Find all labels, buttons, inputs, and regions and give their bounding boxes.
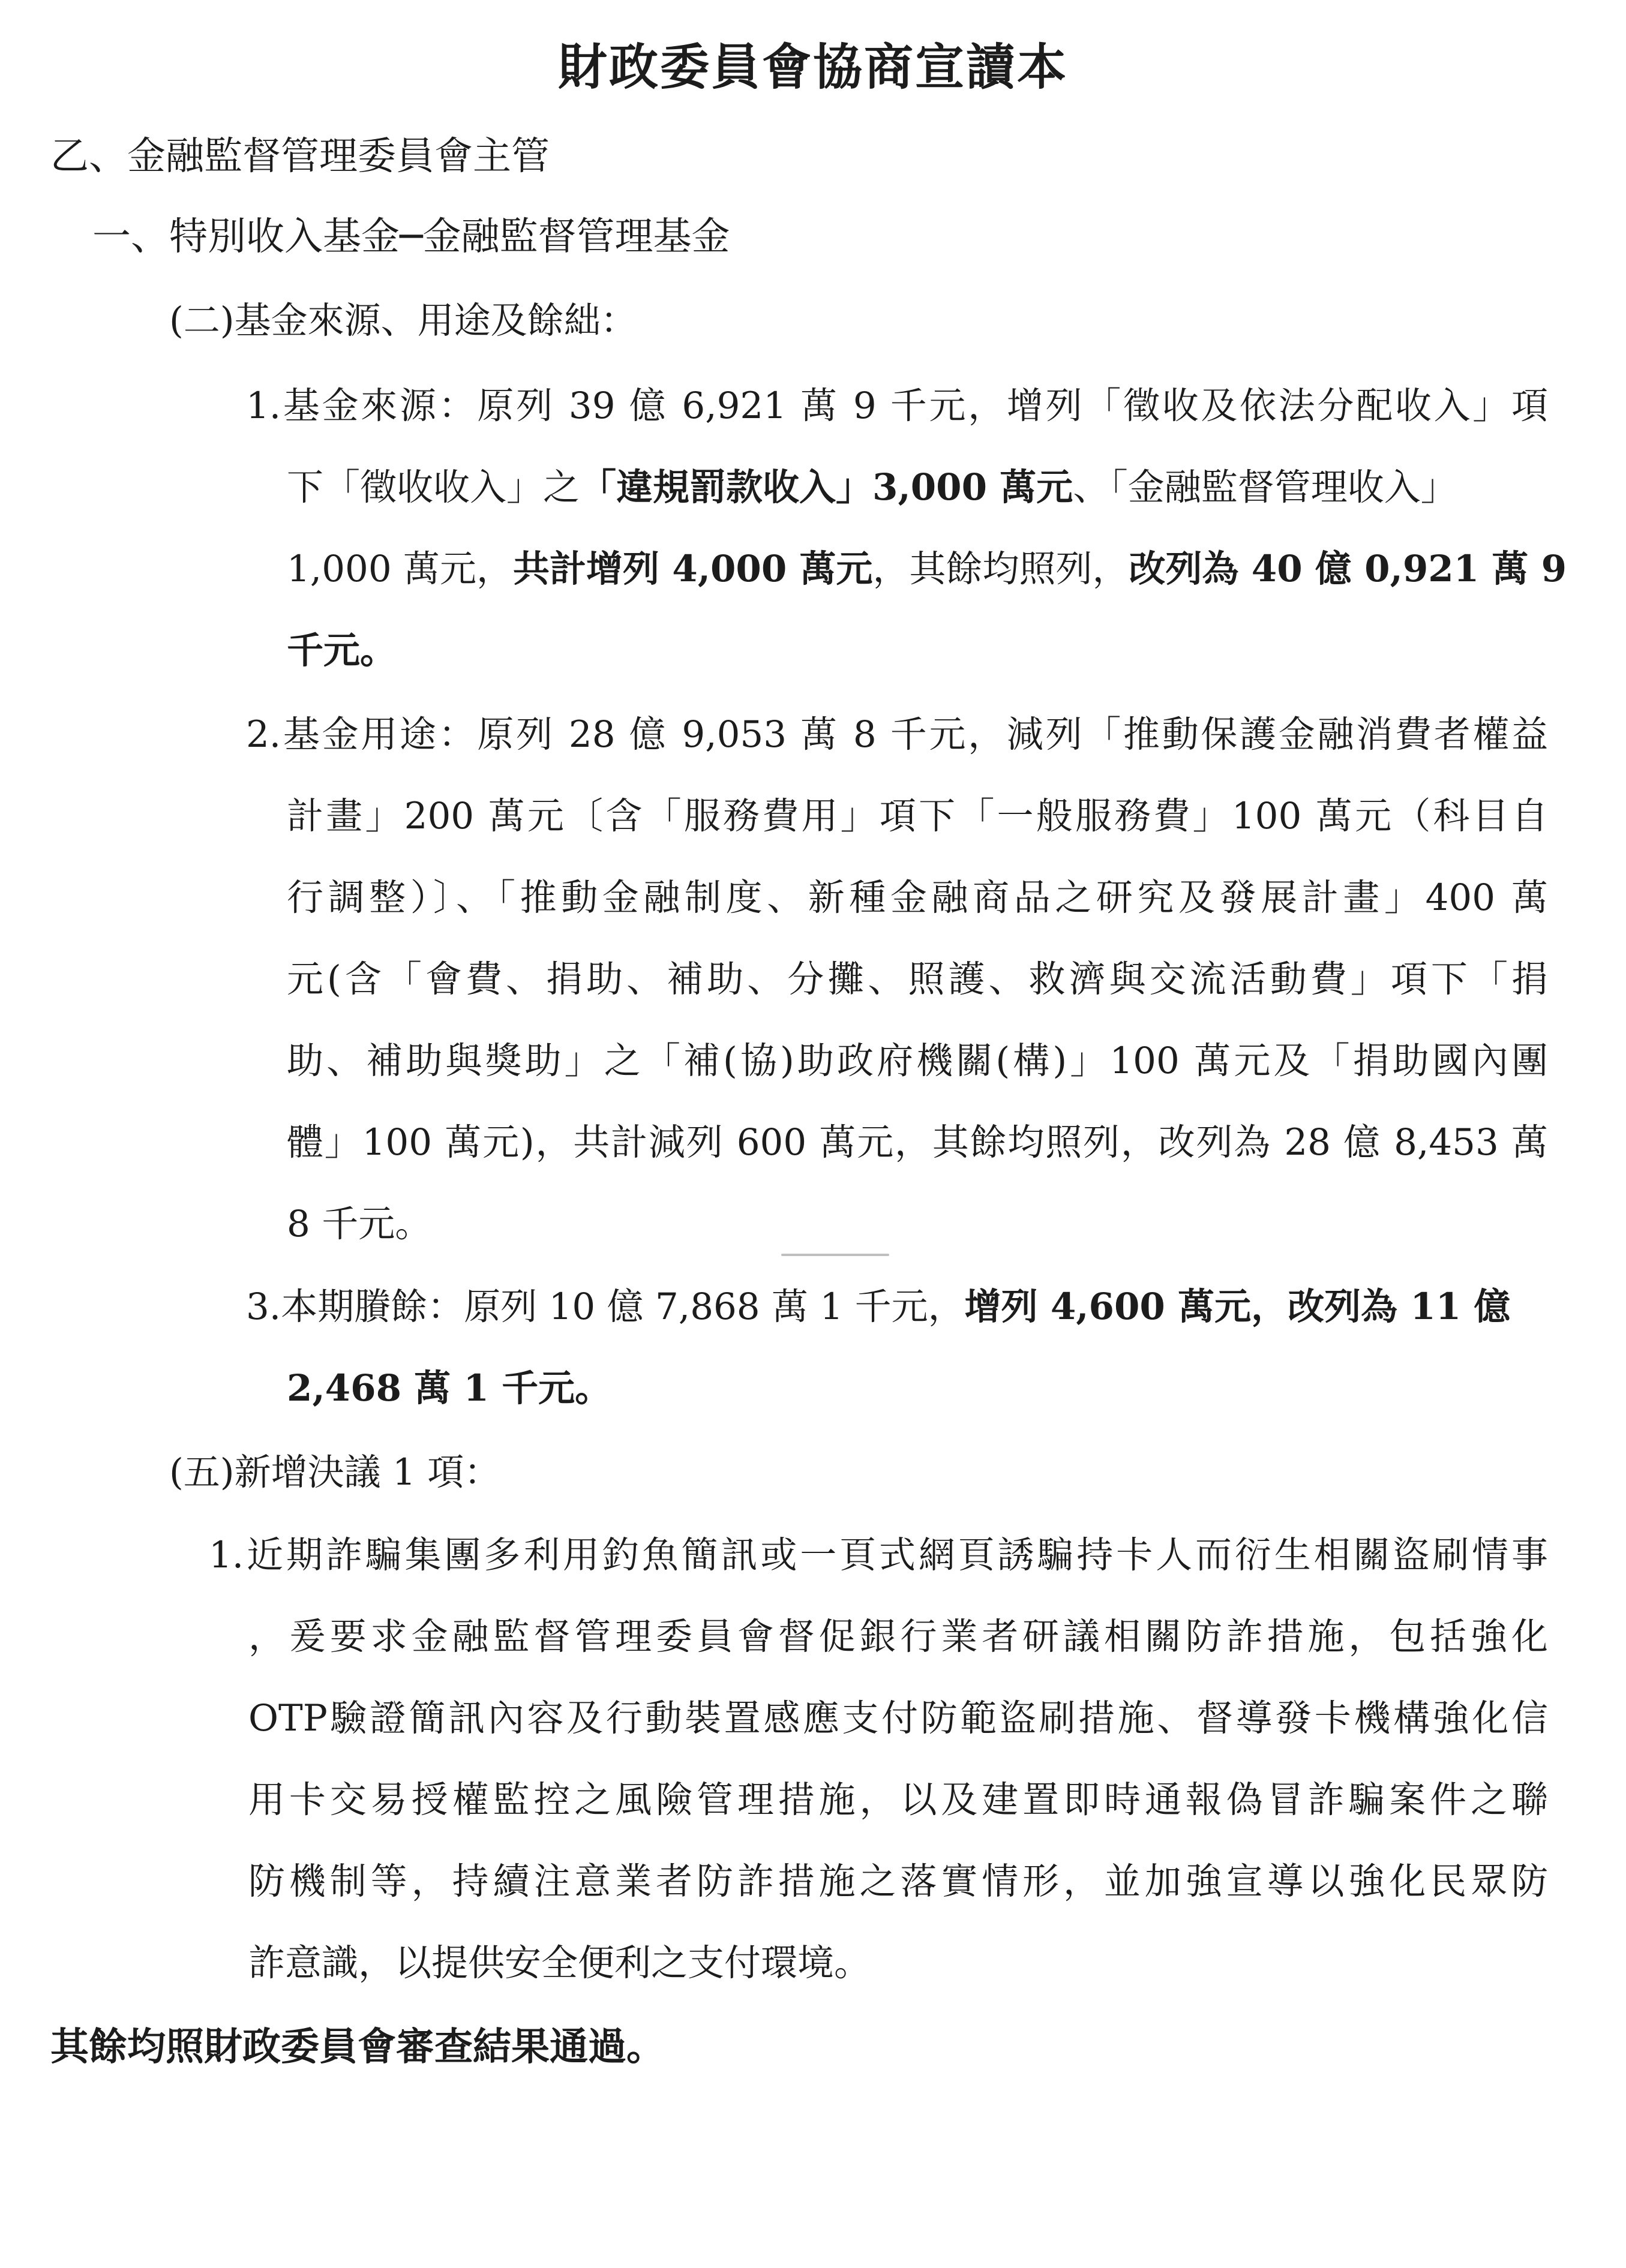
heading-1: 一、特別收入基金─金融監督管理基金 [92,215,730,259]
item-1-emphasis: 「違規罰款收入」3,000 萬元 [580,466,1073,509]
item-1-text: 、「金融監督管理收入」 [1073,466,1457,509]
resolution-line-1: 1.近期詐騙集團多利用釣魚簡訊或一頁式網頁誘騙持卡人而衍生相關盜刷情事 [209,1534,1548,1576]
resolution-line-6: 詐意識，以提供安全便利之支付環境。 [248,1942,871,1984]
item-2-line-4: 元(含「會費、捐助、補助、分攤、照護、救濟與交流活動費」項下「捐 [287,958,1548,1001]
item-1-text: 1,000 萬元， [287,548,514,590]
document-title: 財政委員會協商宣讀本 [557,39,1068,96]
section-5-heading: (五)新增決議 1 項： [169,1451,501,1494]
item-1-line-4: 千元。 [287,629,397,672]
item-3-emphasis: 增列 4,600 萬元，改列為 11 億 [964,1285,1511,1328]
resolution-line-4: 用卡交易授權監控之風險管理措施，以及建置即時通報偽冒詐騙案件之聯 [248,1779,1548,1821]
scan-smudge [781,1254,889,1256]
resolution-line-3: OTP驗證簡訊內容及行動裝置感應支付防範盜刷措施、督導發卡機構強化信 [248,1697,1548,1740]
item-3-line-1 [246,1280,1548,1334]
item-1-line-3 [287,542,1567,596]
item-1-line-1: 1.基金來源：原列 39 億 6,921 萬 9 千元，增列「徵收及依法分配收入」項 [246,384,1548,427]
item-1-emphasis: 共計增列 4,000 萬元 [513,548,873,590]
item-2-line-7: 8 千元。 [287,1203,432,1245]
heading-b: 乙、金融監督管理委員會主管 [50,134,550,179]
item-1-line-2 [287,461,1548,515]
item-3-line-2: 2,468 萬 1 千元。 [287,1367,612,1410]
item-2-line-5: 助、補助與獎助」之「補(協)助政府機關(構)」100 萬元及「捐助國內團 [287,1040,1548,1082]
item-3-text: 3.本期賸餘：原列 10 億 7,868 萬 1 千元， [246,1285,965,1328]
item-1-text: ，其餘均照列， [872,548,1129,590]
item-2-line-3: 行調整）〕、「推動金融制度、新種金融商品之研究及發展計畫」400 萬 [287,876,1548,919]
closing-statement: 其餘均照財政委員會審查結果通過。 [50,2025,665,2069]
section-2-heading: (二)基金來源、用途及餘絀： [169,299,637,342]
item-2-line-6: 體」100 萬元)，共計減列 600 萬元，其餘均照列，改列為 28 億 8,453 萬 [287,1121,1548,1164]
item-1-emphasis: 改列為 40 億 0,921 萬 9 [1129,548,1567,590]
resolution-line-5: 防機制等，持續注意業者防詐措施之落實情形，並加強宣導以強化民眾防 [248,1860,1548,1903]
item-1-text: 下「徵收收入」之 [287,466,580,509]
item-2-line-1: 2.基金用途：原列 28 億 9,053 萬 8 千元，減列「推動保護金融消費者權益 [246,713,1548,756]
resolution-line-2: ，爰要求金融監督管理委員會督促銀行業者研議相關防詐措施，包括強化 [248,1615,1548,1658]
item-2-line-2: 計畫」200 萬元〔含「服務費用」項下「一般服務費」100 萬元（科目自 [287,795,1548,837]
